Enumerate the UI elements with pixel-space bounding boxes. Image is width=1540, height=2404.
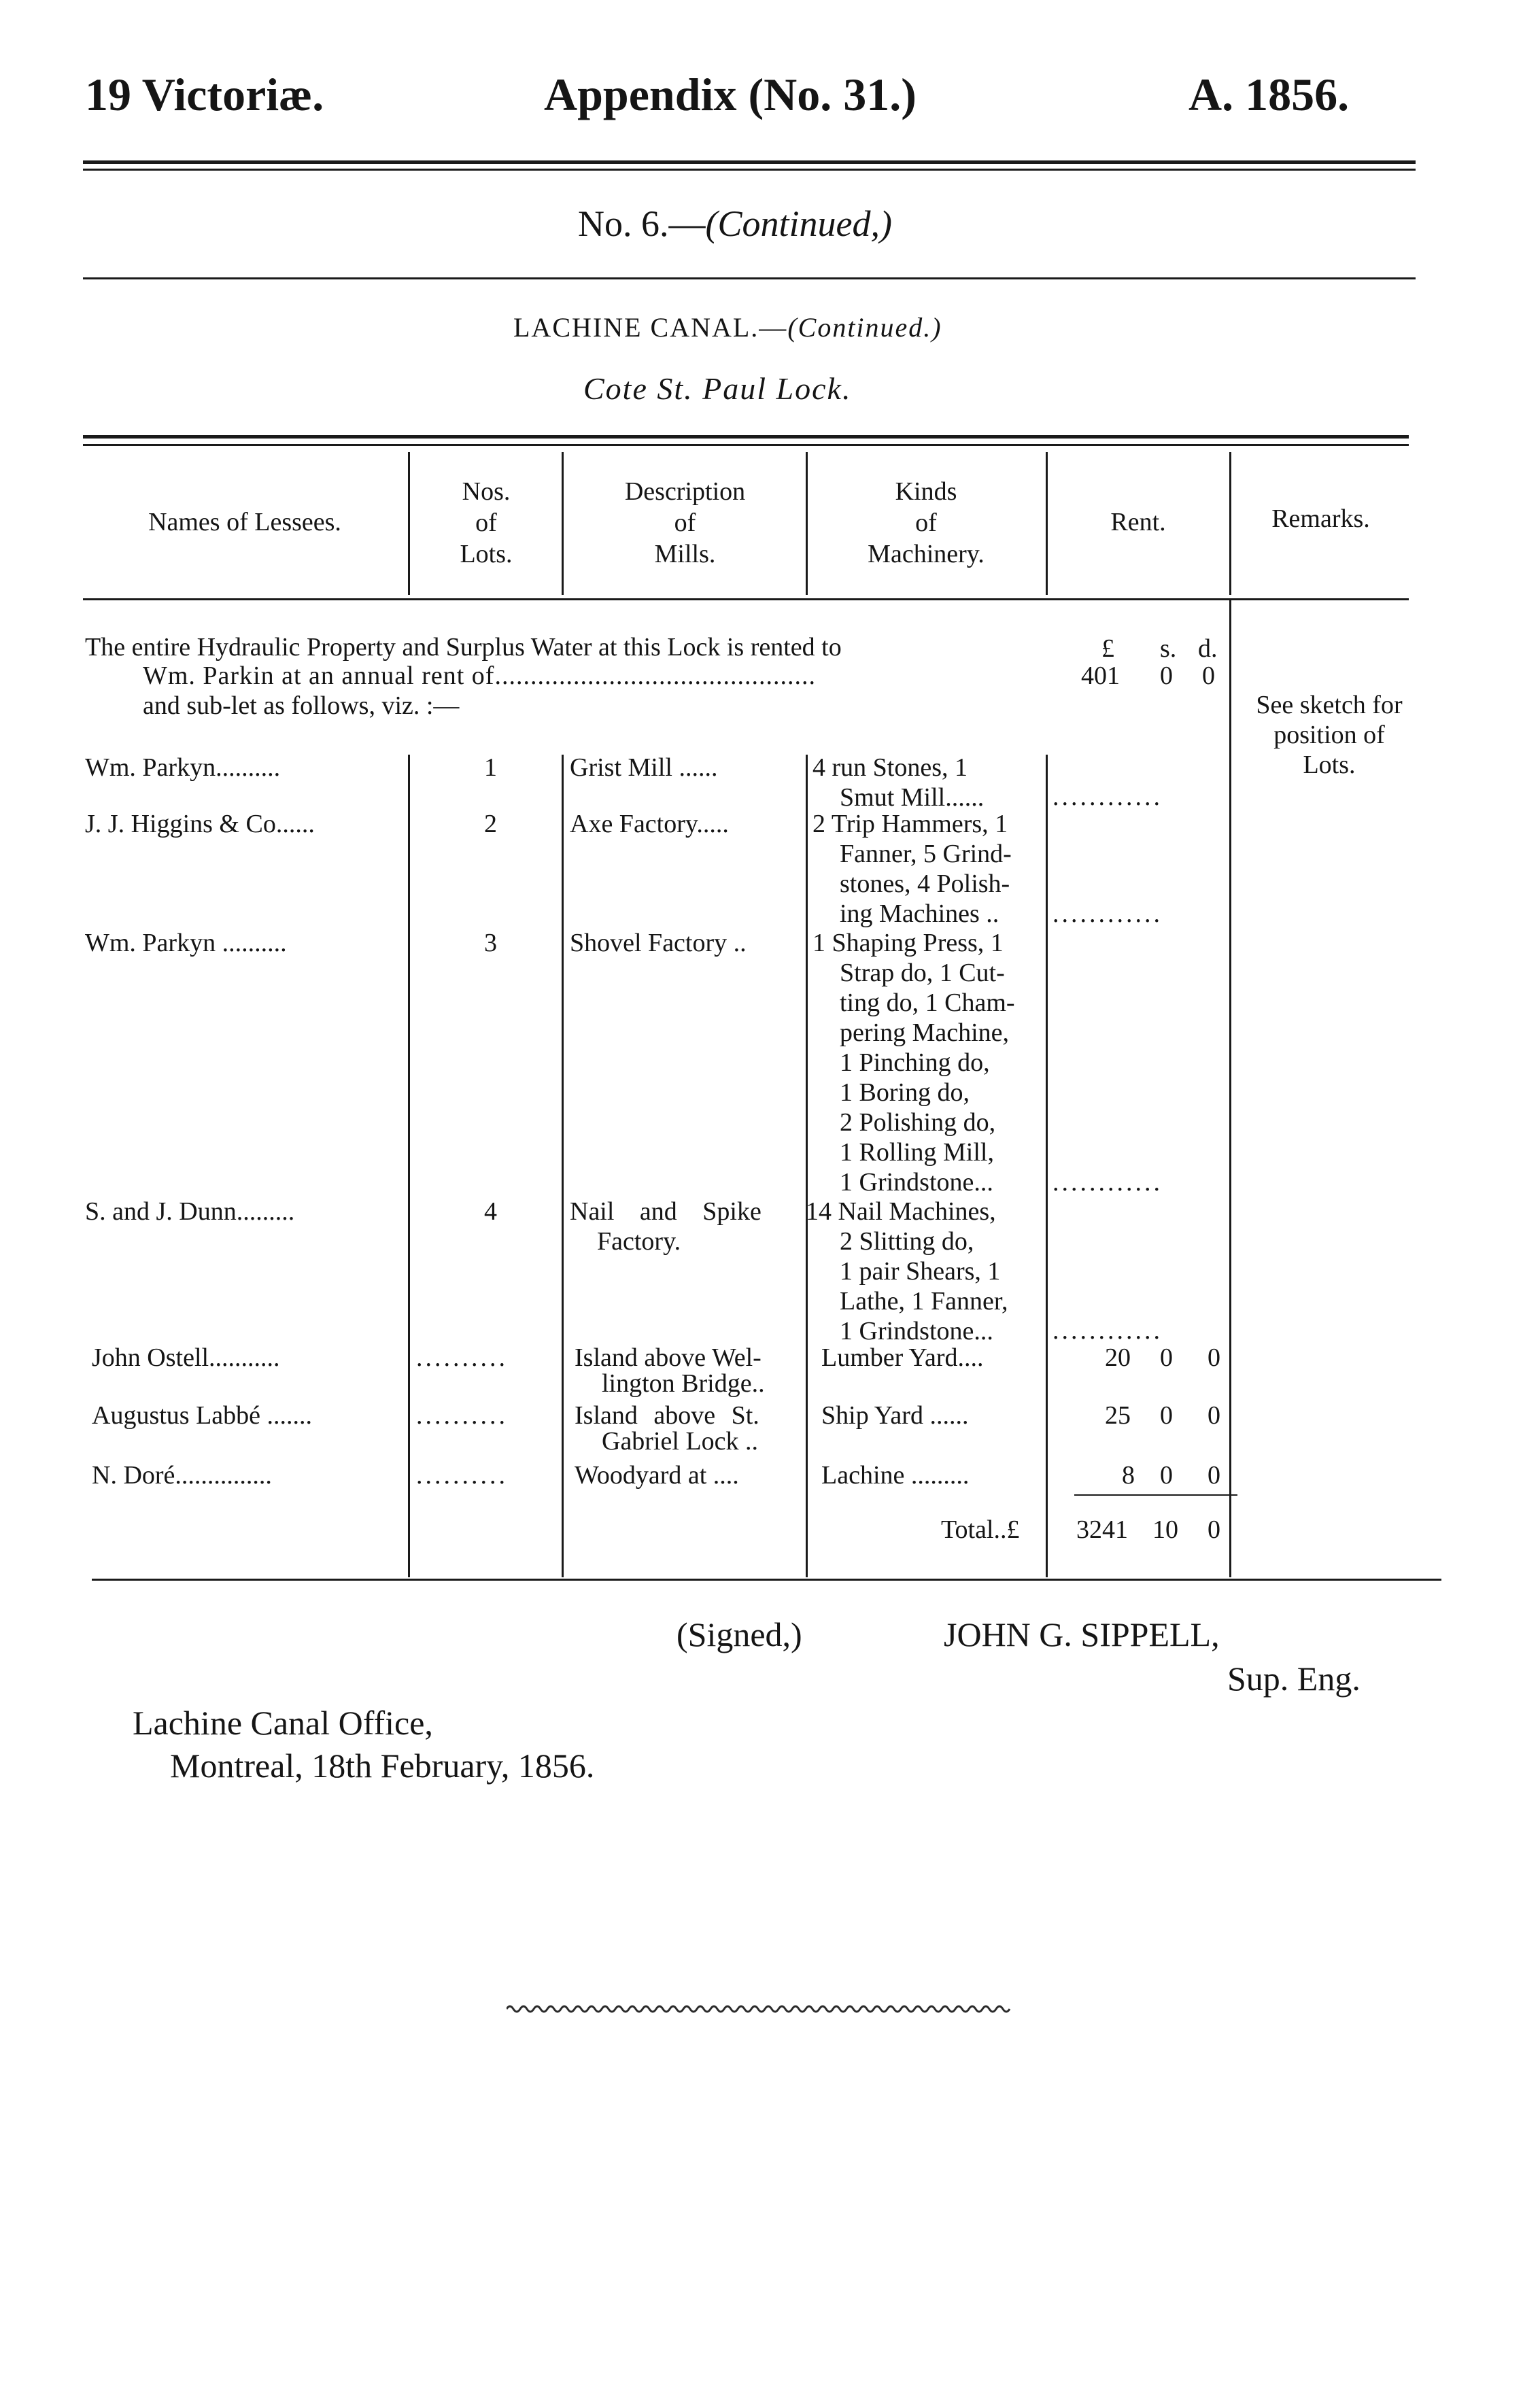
row3-name: Wm. Parkyn ..........: [85, 929, 287, 957]
row5-name: John Ostell...........: [92, 1343, 280, 1372]
office-line: Lachine Canal Office,: [133, 1704, 433, 1742]
row4-rent-dots: ............: [1053, 1316, 1163, 1345]
row2-machinery-line-4: ing Machines ..: [840, 899, 999, 928]
row3-machinery-line-2: Strap do, 1 Cut-: [840, 959, 1005, 987]
row6-lot: ..........: [416, 1401, 508, 1430]
intro-rent-pounds: 401: [1081, 662, 1120, 690]
row2-lot: 2: [484, 810, 497, 838]
header-remarks: Remarks.: [1271, 504, 1370, 533]
row6-name: Augustus Labbé .......: [92, 1401, 313, 1430]
currency-pence: d.: [1198, 634, 1218, 663]
header-right: A. 1856.: [1188, 69, 1350, 120]
header-mills: [568, 476, 802, 570]
total-pence: 0: [1208, 1515, 1220, 1544]
row6-mill-line-1: Island above St.: [575, 1401, 759, 1430]
intro-line-3: and sub-let as follows, viz. :—: [143, 691, 460, 720]
row2-mill: [570, 809, 729, 839]
header-lots-line-2: of: [475, 509, 497, 537]
row4-machinery-line-3: 1 pair Shears, 1: [840, 1257, 1001, 1286]
row6-machinery: Ship Yard ......: [821, 1401, 969, 1430]
canal-name: LACHINE CANAL.—: [513, 312, 788, 343]
row7-machinery: Lachine .........: [821, 1461, 970, 1490]
remark-line-2: position of: [1273, 721, 1385, 749]
row6-rent-shillings: 0: [1160, 1401, 1173, 1430]
col-line-3: [806, 452, 808, 595]
row2-machinery-line-2: Fanner, 5 Grind-: [840, 840, 1012, 868]
row6-mill-line-2: Gabriel Lock ..: [602, 1427, 759, 1456]
wavy-divider: [507, 2002, 1016, 2016]
intro-rent-shillings: 0: [1160, 662, 1173, 690]
col-line-3b: [806, 755, 808, 1577]
row5-rent-shillings: 0: [1160, 1343, 1173, 1372]
row4-machinery-line-2: 2 Slitting do,: [840, 1227, 974, 1256]
row4-mill: [570, 1197, 762, 1256]
signatory-title: Sup. Eng.: [1227, 1660, 1361, 1698]
intro-line-2: Wm. Parkin at an annual rent of.............................................: [143, 662, 816, 690]
intro-line-1: The entire Hydraulic Property and Surplus Water at this Lock is rented to: [85, 633, 842, 662]
section-title: [578, 203, 892, 245]
row1-mill-line-1: Grist Mill ......: [570, 753, 718, 782]
header-rule-top: [83, 160, 1416, 164]
row4-name: S. and J. Dunn.........: [85, 1197, 295, 1226]
row5-rent-pounds: 20: [1105, 1343, 1131, 1372]
header-left: 19 Victoriæ.: [85, 69, 324, 120]
total-label: Total..£: [941, 1515, 1020, 1544]
row3-rent-dots: ............: [1053, 1168, 1163, 1197]
col-line-4b: [1046, 755, 1048, 1577]
row2-machinery-line-1: 2 Trip Hammers, 1: [812, 810, 1008, 838]
date-line: Montreal, 18th February, 1856.: [170, 1747, 595, 1785]
header-rent: Rent.: [1110, 508, 1166, 536]
row4-machinery: [806, 1197, 1008, 1346]
section-continued: (Continued,): [705, 203, 892, 244]
header-lots-line-1: Nos.: [462, 477, 511, 506]
row5-mill: [575, 1343, 765, 1398]
row2-machinery: [812, 809, 1012, 929]
row4-mill-line-1: Nail and Spike: [570, 1197, 762, 1226]
currency-pounds: £: [1101, 634, 1114, 663]
row3-machinery: [812, 928, 1015, 1197]
section-rule: [83, 277, 1416, 279]
table-header-rule: [83, 598, 1409, 600]
row1-lot: 1: [484, 753, 497, 782]
header-names: Names of Lessees.: [148, 508, 341, 536]
canal-continued: (Continued.): [787, 312, 942, 343]
signatory-name: JOHN G. SIPPELL,: [944, 1615, 1220, 1653]
row5-lot: ..........: [416, 1343, 508, 1372]
row7-rent-pence: 0: [1208, 1461, 1220, 1490]
remark-line-3: Lots.: [1303, 751, 1356, 779]
row4-mill-line-2: Factory.: [597, 1227, 681, 1256]
header-machinery-line-2: of: [915, 509, 937, 537]
row5-mill-line-2: lington Bridge..: [602, 1369, 765, 1398]
row2-name: J. J. Higgins & Co......: [85, 810, 315, 838]
subtotal-rule: [1074, 1494, 1237, 1496]
section-number: No. 6.—: [578, 203, 706, 244]
header-machinery-line-3: Machinery.: [868, 540, 985, 568]
row7-name: N. Doré...............: [92, 1461, 272, 1490]
remarks-cell: [1234, 690, 1424, 780]
row7-rent-shillings: 0: [1160, 1461, 1173, 1490]
row3-lot: 3: [484, 929, 497, 957]
row3-machinery-line-8: 1 Rolling Mill,: [840, 1138, 994, 1167]
header-mills-line-3: Mills.: [654, 540, 716, 568]
row1-name: Wm. Parkyn..........: [85, 753, 281, 782]
row4-lot: 4: [484, 1197, 497, 1226]
header-machinery: [810, 476, 1042, 570]
row3-machinery-line-5: 1 Pinching do,: [840, 1048, 990, 1077]
col-line-1b: [408, 755, 410, 1577]
row3-machinery-line-4: pering Machine,: [840, 1018, 1010, 1047]
row1-machinery-line-2: Smut Mill......: [840, 783, 985, 812]
row3-mill-line-1: Shovel Factory ..: [570, 929, 747, 957]
col-line-1: [408, 452, 410, 595]
row3-machinery-line-7: 2 Polishing do,: [840, 1108, 996, 1137]
header-lots-line-3: Lots.: [460, 540, 513, 568]
header-rule-bottom: [83, 169, 1416, 171]
row6-rent-pence: 0: [1208, 1401, 1220, 1430]
row4-machinery-line-5: 1 Grindstone...: [840, 1317, 993, 1345]
col-line-5b: [1229, 598, 1231, 1577]
row4-machinery-line-4: Lathe, 1 Fanner,: [840, 1287, 1008, 1316]
col-line-2: [562, 452, 564, 595]
intro-rent-pence: 0: [1202, 662, 1215, 690]
row2-rent-dots: ............: [1053, 899, 1163, 928]
signed-label: (Signed,): [677, 1615, 802, 1653]
row7-mill: Woodyard at ....: [575, 1461, 739, 1490]
table-bottom-rule: [92, 1579, 1441, 1581]
row3-machinery-line-3: ting do, 1 Cham-: [840, 989, 1015, 1017]
row1-rent-dots: ............: [1053, 783, 1163, 811]
total-shillings: 10: [1152, 1515, 1178, 1544]
col-line-2b: [562, 755, 564, 1577]
row4-machinery-line-1: 14 Nail Machines,: [806, 1197, 996, 1226]
row3-mill: [570, 928, 747, 958]
remark-line-1: See sketch for: [1256, 691, 1403, 719]
currency-shillings: s.: [1160, 634, 1177, 663]
row5-machinery: Lumber Yard....: [821, 1343, 984, 1372]
row6-mill: [575, 1401, 759, 1456]
row5-mill-line-1: Island above Wel-: [575, 1343, 762, 1372]
row1-mill: [570, 753, 717, 783]
canal-title: [513, 311, 942, 343]
header-machinery-line-1: Kinds: [895, 477, 957, 506]
header-lots: [415, 476, 558, 570]
row2-machinery-line-3: stones, 4 Polish-: [840, 870, 1010, 898]
row7-lot: ..........: [416, 1461, 508, 1490]
table-rule-top-1: [83, 435, 1409, 439]
row3-machinery-line-6: 1 Boring do,: [840, 1078, 970, 1107]
col-line-4: [1046, 452, 1048, 595]
row1-machinery-line-1: 4 run Stones, 1: [812, 753, 968, 782]
row1-machinery: [812, 753, 984, 812]
row2-mill-line-1: Axe Factory.....: [570, 810, 729, 838]
row3-machinery-line-9: 1 Grindstone...: [840, 1168, 993, 1197]
row3-machinery-line-1: 1 Shaping Press, 1: [812, 929, 1004, 957]
header-mills-line-2: of: [674, 509, 696, 537]
header-center: Appendix (No. 31.): [544, 69, 917, 120]
row6-rent-pounds: 25: [1105, 1401, 1131, 1430]
row5-rent-pence: 0: [1208, 1343, 1220, 1372]
row7-rent-pounds: 8: [1122, 1461, 1135, 1490]
total-pounds: 3241: [1076, 1515, 1128, 1544]
lock-title: Cote St. Paul Lock.: [583, 371, 852, 406]
col-line-5: [1229, 452, 1231, 595]
header-mills-line-1: Description: [624, 477, 746, 506]
table-rule-top-2: [83, 444, 1409, 446]
